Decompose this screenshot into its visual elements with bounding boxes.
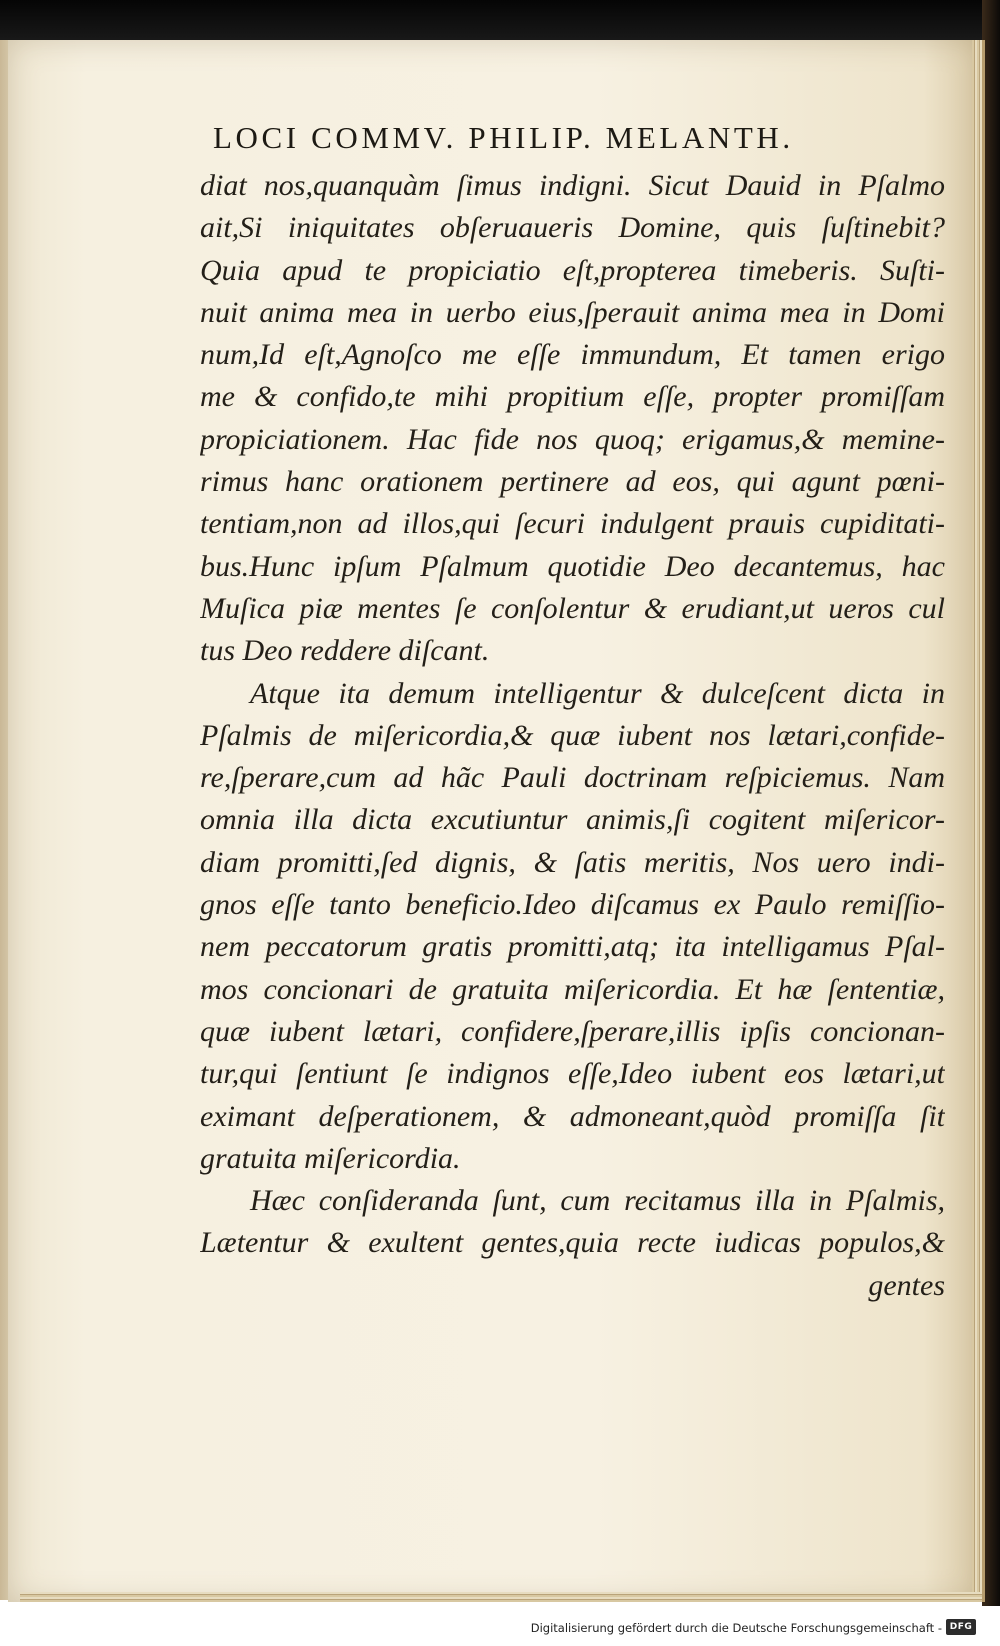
text-line: diam promitti,ſed dignis, & ſatis meritis, Nos uero indi- [200,845,945,879]
running-head: LOCI COMMV. PHILIP. MELANTH. [213,120,794,155]
text-line: diat nos,quanquàm ſimus indigni. Sicut Dauid in Pſalmo [200,169,945,202]
text-line: Hæc conſideranda ſunt, cum recitamus illa in Pſalmis, [250,1184,945,1218]
text-line: nem peccatorum gratis promitti,atq; ita intelligamus Pſal- [200,930,945,964]
text-line: propiciationem. Hac fide nos quoq; erigamus,& memine- [200,422,945,456]
catchword: gentes [868,1268,945,1302]
scan-background-top [0,0,1000,44]
text-line: Quia apud te propiciatio eſt,propterea timeberis. Suſti- [200,253,945,287]
text-line: Lætentur & exultent gentes,quia recte iudicas populos,& [200,1226,945,1260]
text-line: ait,Si iniquitates obſeruaueris Domine, quis ſuſtinebit? [200,211,945,245]
text-line: tus Deo reddere diſcant. [200,634,490,668]
text-line: tur,qui ſentiunt ſe indignos eſſe,Ideo iubent eos lætari,ut [200,1057,945,1091]
text-line: Atque ita demum intelligentur & dulceſcent dicta in [250,676,945,710]
body-text [200,165,945,1307]
text-line: re,ſperare,cum ad hãc Pauli doctrinam reſpiciemus. Nam [200,761,945,795]
text-line: Pſalmis de miſericordia,& quæ iubent nos lætari,confide- [200,718,945,752]
text-line: nuit anima mea in uerbo eius,ſperauit anima mea in Domi [200,295,945,329]
dfg-logo: DFG [946,1619,976,1635]
text-line: bus.Hunc ipſum Pſalmum quotidie Deo decantemus, hac [200,549,945,583]
text-line: gratuita miſericordia. [200,1141,461,1175]
text-line: quæ iubent lætari, confidere,ſperare,illis ipſis concionan- [200,1014,945,1048]
text-line: rimus hanc orationem pertinere ad eos, qui agunt pœni- [200,465,945,499]
text-line: omnia illa dicta excutiuntur animis,ſi cogitent miſericor- [200,803,945,837]
text-line: eximant deſperationem, & admoneant,quòd promiſſa ſit [200,1099,945,1133]
text-line: num,Id eſt,Agnoſco me eſſe immundum, Et tamen erigo [200,338,945,372]
page-edge-right [972,40,982,1602]
text-line: Muſica piæ mentes ſe conſolentur & erudiant,ut ueros cul [200,591,945,625]
text-line: tentiam,non ad illos,qui ſecuri indulgent prauis cupiditati- [200,507,945,541]
text-line: mos concionari de gratuita miſericordia. Et hæ ſententiæ, [200,972,945,1006]
text-line: gnos eſſe tanto beneficio.Ideo diſcamus ex Paulo remiſſio- [200,888,945,922]
page-edge-bottom [20,1592,982,1602]
text-line: me & confido,te mihi propitium eſſe, propter promiſſam [200,380,945,414]
digitization-credit: Digitalisierung gefördert durch die Deutsche Forschungsgemeinschaft - [530,1621,942,1635]
